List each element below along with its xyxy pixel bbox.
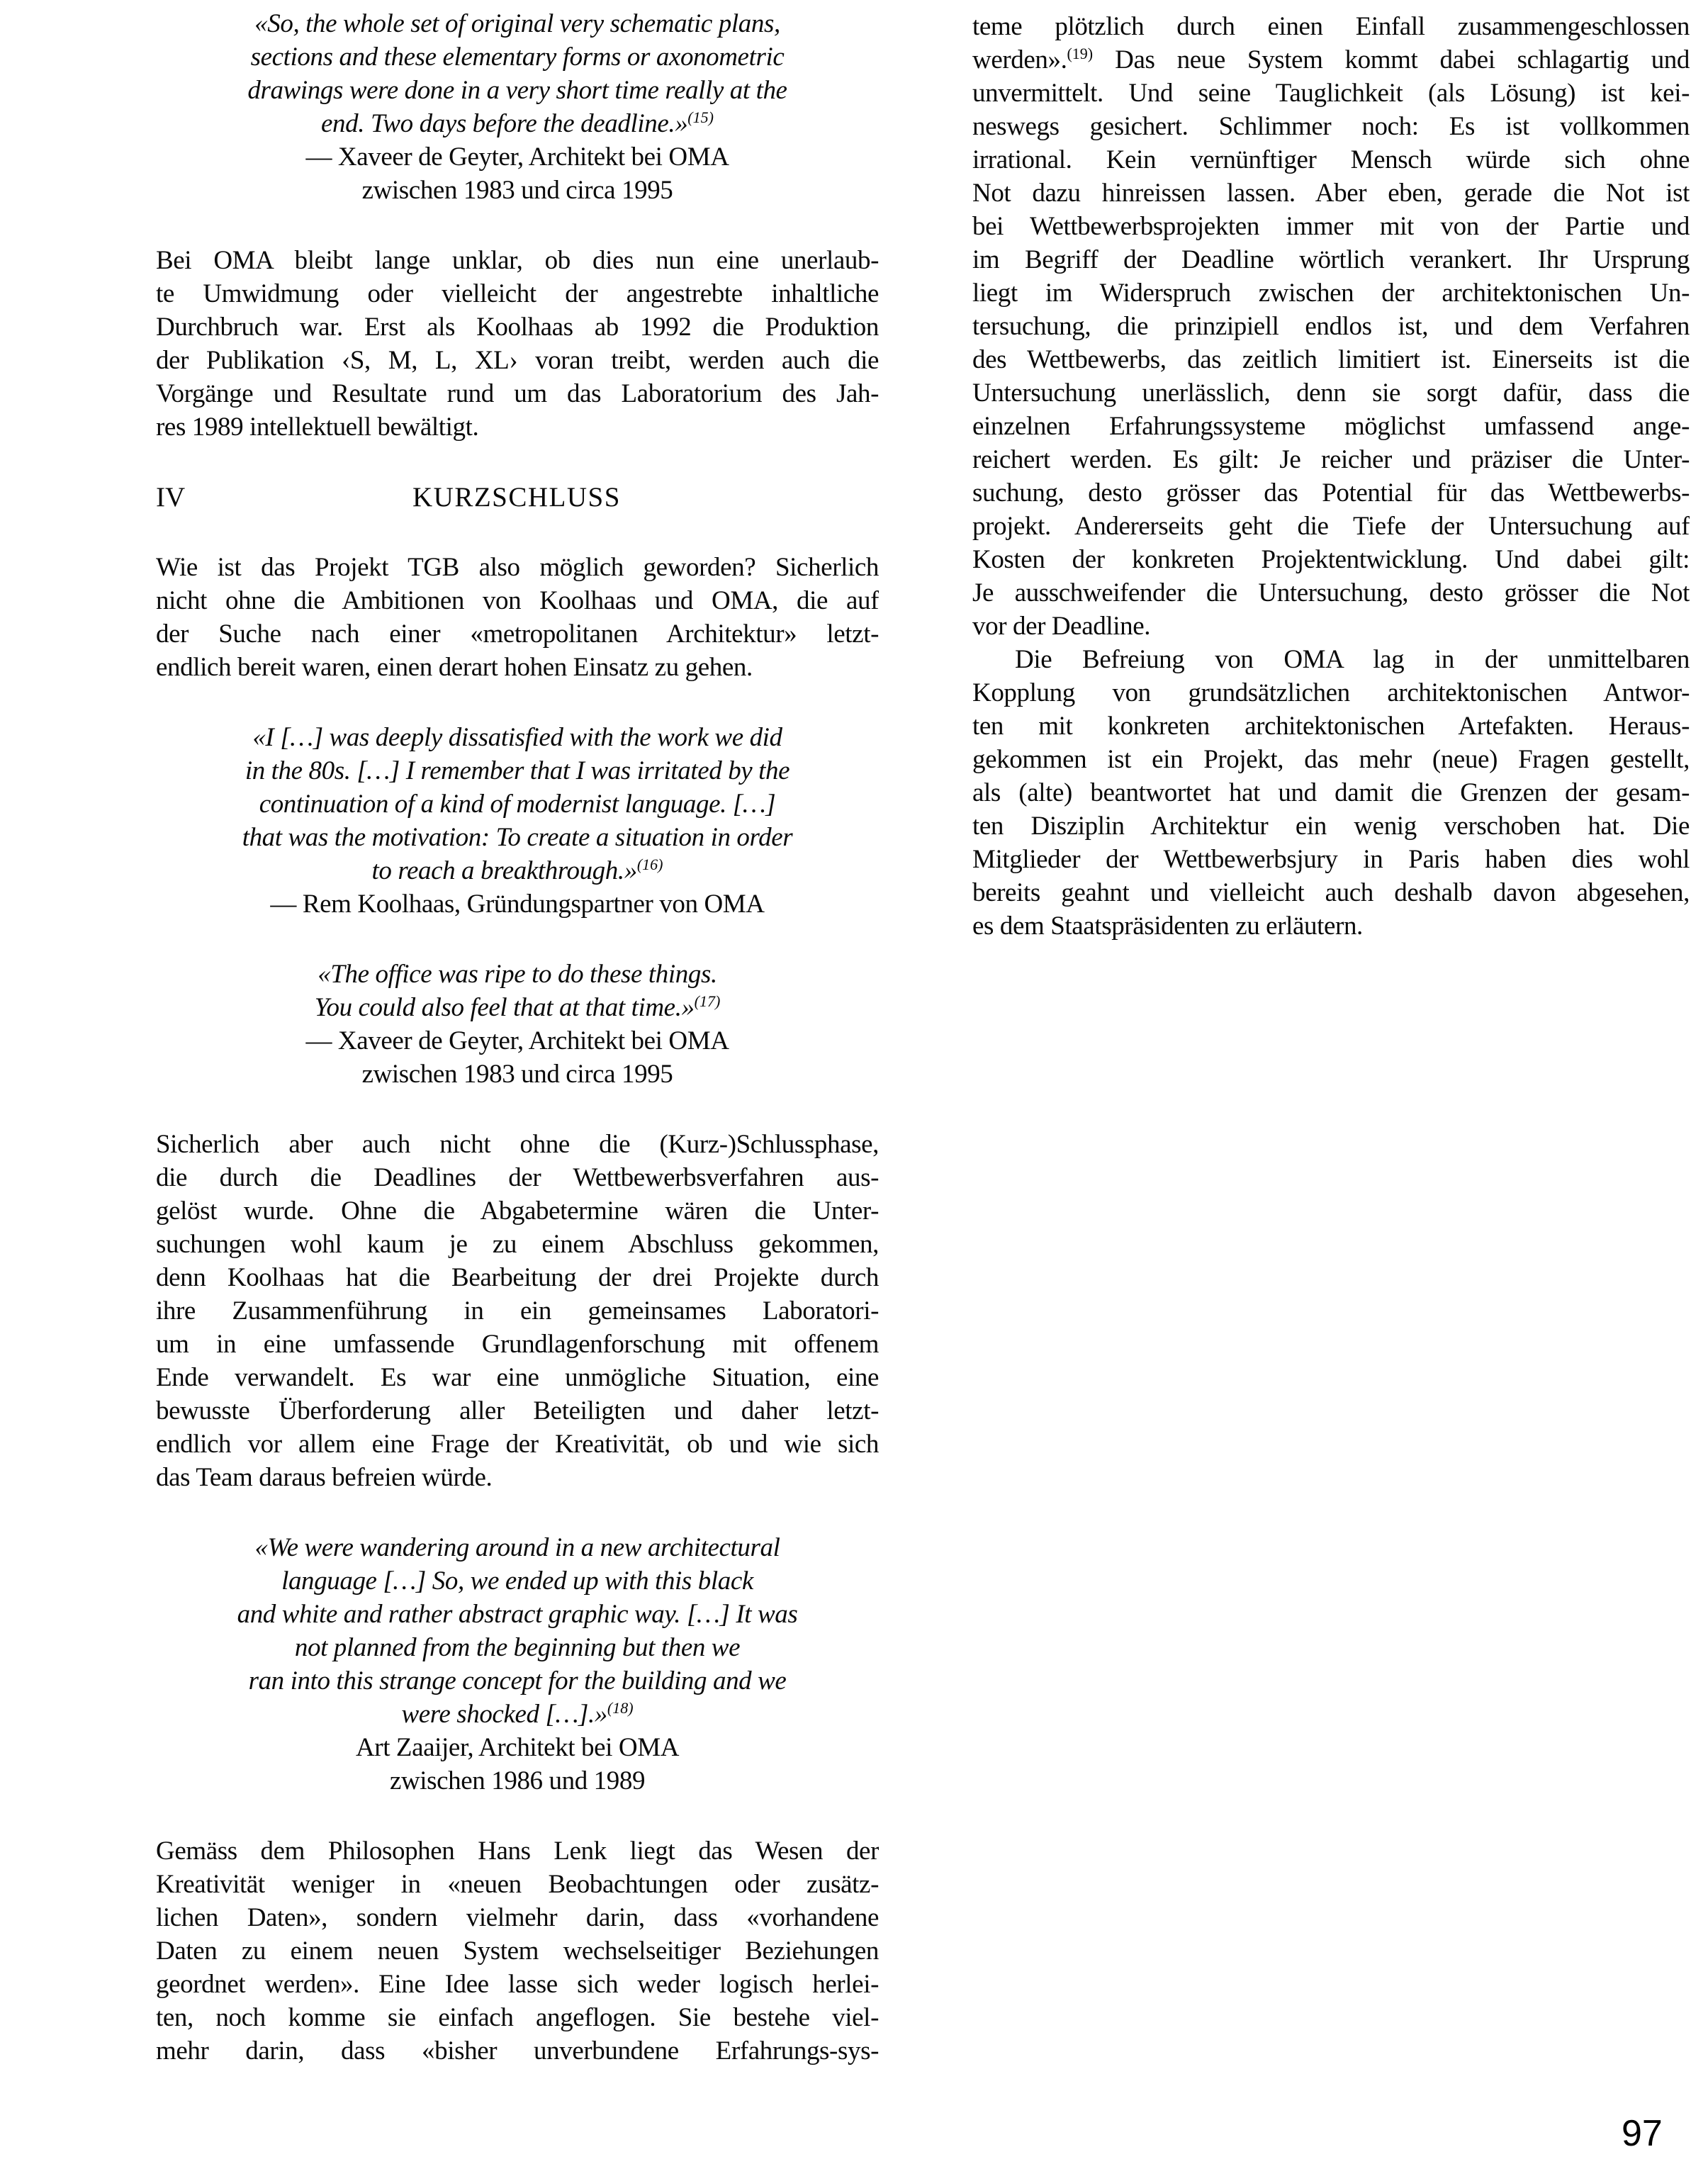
section-heading — [156, 481, 879, 514]
text-line: zwischen 1983 und circa 1995 — [361, 1060, 673, 1089]
right-column — [972, 0, 1690, 943]
text-line: suchung, desto grösser das Potential für das Wettbewerbs- — [972, 478, 1690, 508]
text-line: des Wettbewerbs, das zeitlich limitiert ist. Einerseits ist die — [972, 345, 1690, 374]
text-line: that was the motivation: To create a situation in order — [242, 823, 793, 852]
text-line: «We were wandering around in a new architectural — [254, 1533, 780, 1562]
text-line: ran into this strange concept for the building and we — [248, 1666, 787, 1695]
text-line: zwischen 1986 und 1989 — [389, 1766, 646, 1795]
page-number: 97 — [1622, 2113, 1663, 2154]
quote-attribution — [156, 1731, 879, 1798]
footnote-marker: (16) — [636, 856, 663, 873]
text-line: suchungen wohl kaum je zu einem Abschluss gekommen, — [156, 1230, 879, 1259]
text-line: Die Befreiung von OMA lag in der unmittelbaren — [1015, 645, 1690, 674]
text-line: — Rem Koolhaas, Gründungspartner von OMA — [270, 890, 765, 919]
text-line: Sicherlich aber auch nicht ohne die (Kurz-)Schlussphase, — [156, 1130, 879, 1159]
quote-text — [156, 958, 879, 1024]
text-line: drawings were done in a very short time really at the — [247, 76, 787, 105]
text-line: mehr darin, dass «bisher unverbundene Erfahrungs-sys- — [156, 2036, 879, 2065]
text-line: Mitglieder der Wettbewerbsjury in Paris haben dies wohl — [972, 845, 1690, 874]
text-line: Kreativität weniger in «neuen Beobachtungen oder zusätz- — [156, 1870, 879, 1899]
footnote-marker: (17) — [694, 992, 721, 1010]
body-paragraph-3 — [156, 1128, 879, 1494]
text-line: «The office was ripe to do these things. — [318, 960, 717, 989]
text-line: language […] So, we ended up with this black — [281, 1566, 753, 1596]
text-line: Ende verwandelt. Es war eine unmögliche Situation, eine — [156, 1363, 879, 1392]
text-line: ihre Zusammenführung in ein gemeinsames Laboratori- — [156, 1296, 879, 1325]
section-title: KURZSCHLUSS — [412, 482, 621, 512]
text-line: and white and rather abstract graphic way. […] It was — [237, 1600, 798, 1629]
text-line: um in eine umfassende Grundlagenforschung mit offenem — [156, 1330, 879, 1359]
text-line: end. Two days before the deadline.»$^{(15)}$ — [321, 108, 714, 138]
quote-text — [156, 1531, 879, 1731]
quote-attribution — [156, 887, 879, 921]
quote-attribution — [156, 140, 879, 207]
text-line: lichen Daten», sondern vielmehr darin, dass «vorhandene — [156, 1903, 879, 1932]
text-line: gelöst wurde. Ohne die Abgabetermine wären die Unter- — [156, 1196, 879, 1226]
text-line: tersuchung, die prinzipiell endlos ist, und dem Verfahren — [972, 312, 1690, 341]
text-line: unvermittelt. Und seine Tauglichkeit (als Lösung) ist kei- — [972, 79, 1690, 108]
body-paragraph-5 — [972, 10, 1690, 643]
text-line: endlich vor allem eine Frage der Kreativität, ob und wie sich — [156, 1430, 879, 1459]
text-line: bewusste Überforderung aller Beteiligten und daher letzt- — [156, 1396, 879, 1425]
text-line: Vorgänge und Resultate rund um das Laboratorium des Jah- — [156, 379, 879, 408]
text-line: Wie ist das Projekt TGB also möglich geworden? Sicherlich — [156, 553, 879, 582]
text-line: to reach a breakthrough.»$^{(16)}$ — [371, 856, 663, 885]
text-line: Durchbruch war. Erst als Koolhaas ab 1992 die Produktion — [156, 313, 879, 342]
pull-quote-koolhaas — [156, 721, 879, 921]
text-line: irrational. Kein vernünftiger Mensch würde sich ohne — [972, 145, 1690, 174]
text-line: res 1989 intellektuell bewältigt. — [156, 413, 479, 442]
body-paragraph-4 — [156, 1834, 879, 2068]
text-line: Untersuchung unerlässlich, denn sie sorgt dafür, dass die — [972, 379, 1690, 408]
text-line: der Suche nach einer «metropolitanen Architektur» letzt- — [156, 620, 879, 649]
text-line: das Team daraus befreien würde. — [156, 1463, 493, 1492]
text-line: ten, noch komme sie einfach angeflogen. Sie bestehe viel- — [156, 2003, 879, 2032]
footnote-marker: (18) — [607, 1699, 634, 1717]
text-line: werden».$^{(19)}$ Das neue System kommt dabei schlagartig und — [972, 45, 1690, 74]
text-line: not planned from the beginning but then we — [294, 1633, 741, 1662]
quote-text — [156, 721, 879, 887]
text-line: were shocked […].»$^{(18)}$ — [401, 1699, 634, 1729]
pull-quote-de-geyter-1 — [156, 7, 879, 207]
text-line: sections and these elementary forms or axonometric — [250, 43, 785, 72]
text-line: You could also feel that at that time.»$^{(17)}$ — [314, 992, 721, 1022]
text-line: einzelnen Erfahrungssysteme möglichst umfassend ange- — [972, 412, 1690, 441]
text-line: Daten zu einem neuen System wechselseitiger Beziehungen — [156, 1936, 879, 1966]
body-paragraph-1 — [156, 244, 879, 444]
quote-text — [156, 7, 879, 140]
text-line: zwischen 1983 und circa 1995 — [361, 176, 673, 205]
text-line: Je ausschweifender die Untersuchung, desto grösser die Not — [972, 578, 1690, 607]
text-line: bereits geahnt und vielleicht auch deshalb davon abgesehen, — [972, 878, 1690, 907]
text-line: «I […] was deeply dissatisfied with the work we did — [252, 723, 782, 752]
text-line: neswegs gesichert. Schlimmer noch: Es ist vollkommen — [972, 112, 1690, 141]
footnote-marker: (19) — [1067, 45, 1094, 62]
text-line: ten mit konkreten architektonischen Artefakten. Heraus- — [972, 712, 1690, 741]
text-line: Gemäss dem Philosophen Hans Lenk liegt das Wesen der — [156, 1837, 879, 1866]
left-column — [156, 0, 879, 2068]
text-line: als (alte) beantwortet hat und damit die Grenzen der gesam- — [972, 778, 1690, 807]
pull-quote-de-geyter-2 — [156, 958, 879, 1091]
text-line: — Xaveer de Geyter, Architekt bei OMA — [305, 1026, 729, 1055]
text-line: endlich bereit waren, einen derart hohen Einsatz zu gehen. — [156, 653, 753, 682]
quote-attribution — [156, 1024, 879, 1091]
text-line: in the 80s. […] I remember that I was irritated by the — [245, 756, 790, 785]
text-line: geordnet werden». Eine Idee lasse sich weder logisch herlei- — [156, 1970, 879, 1999]
text-line: der Publikation ‹S, M, L, XL› voran treibt, werden auch die — [156, 346, 879, 375]
body-paragraph-6 — [972, 643, 1690, 943]
text-line: «So, the whole set of original very schematic plans, — [254, 9, 780, 38]
body-paragraph-2 — [156, 551, 879, 684]
footnote-marker: (15) — [687, 108, 714, 126]
text-line: ten Disziplin Architektur ein wenig verschoben hat. Die — [972, 812, 1690, 841]
text-line: Kosten der konkreten Projektentwicklung. Und dabei gilt: — [972, 545, 1690, 574]
text-line: bei Wettbewerbsprojekten immer mit von der Partie und — [972, 212, 1690, 241]
text-line: teme plötzlich durch einen Einfall zusammengeschlossen — [972, 12, 1690, 41]
text-line: Kopplung von grundsätzlichen architektonischen Antwor- — [972, 678, 1690, 707]
text-line: Bei OMA bleibt lange unklar, ob dies nun eine unerlaub- — [156, 246, 879, 275]
text-line: nicht ohne die Ambitionen von Koolhaas und OMA, die auf — [156, 586, 879, 615]
text-line: Not dazu hinreissen lassen. Aber eben, gerade die Not ist — [972, 179, 1690, 208]
text-line: im Begriff der Deadline wörtlich verankert. Ihr Ursprung — [972, 245, 1690, 274]
text-line: te Umwidmung oder vielleicht der angestrebte inhaltliche — [156, 279, 879, 308]
text-line: — Xaveer de Geyter, Architekt bei OMA — [305, 142, 729, 172]
section-numeral: IV — [156, 482, 186, 512]
text-line: projekt. Andererseits geht die Tiefe der Untersuchung auf — [972, 512, 1690, 541]
text-line: reichert werden. Es gilt: Je reicher und präziser die Unter- — [972, 445, 1690, 474]
text-line: die durch die Deadlines der Wettbewerbsverfahren aus- — [156, 1163, 879, 1192]
text-line: denn Koolhaas hat die Bearbeitung der drei Projekte durch — [156, 1263, 879, 1292]
text-line: gekommen ist ein Projekt, das mehr (neue) Fragen gestellt, — [972, 745, 1690, 774]
pull-quote-zaaijer — [156, 1531, 879, 1798]
text-line: es dem Staatspräsidenten zu erläutern. — [972, 912, 1363, 941]
text-line: continuation of a kind of modernist language. […] — [259, 790, 776, 819]
text-line: liegt im Widerspruch zwischen der architektonischen Un- — [972, 279, 1690, 308]
text-line: vor der Deadline. — [972, 612, 1151, 641]
text-line: Art Zaaijer, Architekt bei OMA — [355, 1733, 680, 1762]
